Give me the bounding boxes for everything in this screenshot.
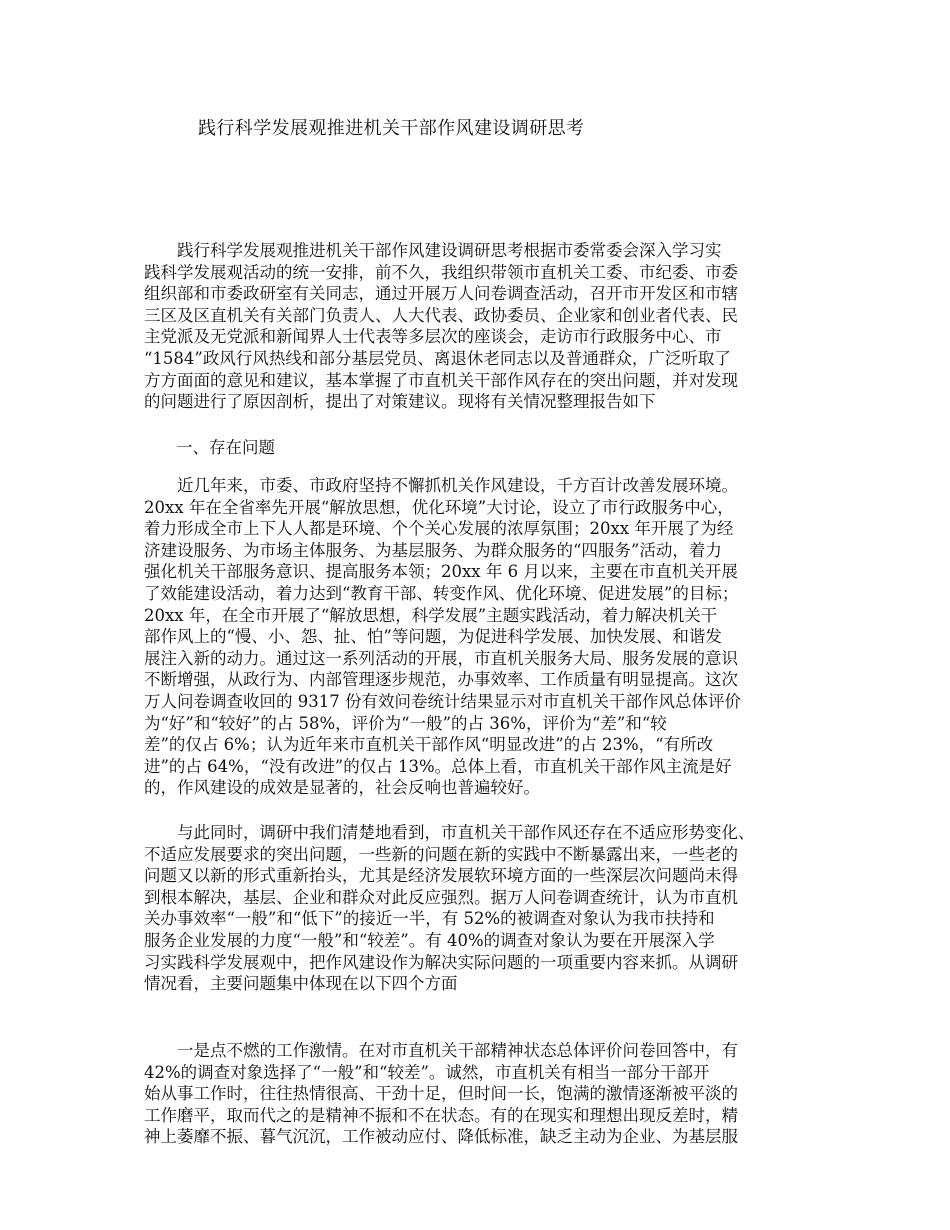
paragraph-line: 一是点不燃的工作激情。在对市直机关干部精神状态总体评价问卷回答中，有 <box>144 1041 738 1060</box>
paragraph-line: 强化机关干部服务意识、提高服务本领；20xx 年 6 月以来，主要在市直机关开展 <box>144 562 738 582</box>
paragraph-line: 神上萎靡不振、暮气沉沉，工作被动应付、降低标准，缺乏主动为企业、为基层服 <box>144 1127 738 1147</box>
paragraph-line: 问题又以新的形式重新抬头，尤其是经济发展软环境方面的一些深层次问题尚未得 <box>144 866 738 886</box>
paragraph-line: 主党派及无党派和新闻界人士代表等多层次的座谈会，走访市行政服务中心、市 <box>144 327 722 347</box>
paragraph-line: 20xx 年，在全市开展了“解放思想，科学发展”主题实践活动，着力解决机关干 <box>144 605 718 625</box>
paragraph-line: 服务企业发展的力度“一般”和“较差”。有 40%的调查对象认为要在开展深入学 <box>144 930 715 950</box>
paragraph-line: 关办事效率“一般”和“低下”的接近一半，有 52%的被调查对象认为我市扶持和 <box>144 909 715 929</box>
paragraph-line: 工作磨平，取而代之的是精神不振和不在状态。有的在现实和理想出现反差时，精 <box>144 1105 738 1125</box>
paragraph-line: 践科学发展观活动的统一安排，前不久，我组织带领市直机关工委、市纪委、市委 <box>144 262 738 282</box>
paragraph-line: 三区及区直机关有关部门负责人、人大代表、政协委员、企业家和创业者代表、民 <box>144 305 738 325</box>
paragraph-recent-years <box>144 475 824 799</box>
paragraph-line: 部作风上的“慢、小、怨、扯、怕”等问题，为促进科学发展、加快发展、和谐发 <box>144 627 722 647</box>
paragraph-line: 不断增强，从政行为、内部管理逐步规范，办事效率、工作质量有明显提高。这次 <box>144 670 738 690</box>
paragraph-line: 到根本解决，基层、企业和群众对此反应强烈。据万人问卷调查统计，认为市直机 <box>144 887 738 907</box>
paragraph-meanwhile <box>144 822 824 995</box>
paragraph-line: 践行科学发展观推进机关干部作风建设调研思考根据市委常委会深入学习实 <box>144 241 722 260</box>
document-title: 践行科学发展观推进机关干部作风建设调研思考 <box>198 118 585 139</box>
paragraph-line: 20xx 年在全省率先开展“解放思想，优化环境”大讨论，设立了市行政服务中心， <box>144 497 734 517</box>
paragraph-line: 济建设服务、为市场主体服务、为基层服务、为群众服务的“四服务”活动，着力 <box>144 540 722 560</box>
paragraph-line: 不适应发展要求的突出问题，一些新的问题在新的实践中不断暴露出来，一些老的 <box>144 844 738 864</box>
paragraph-line: “1584”政风行风热线和部分基层党员、离退休老同志以及普通群众，广泛听取了 <box>144 348 731 368</box>
paragraph-line: 42%的调查对象选择了“一般”和“较差”。诚然，市直机关有相当一部分干部开 <box>144 1062 710 1082</box>
paragraph-line: 万人问卷调查收回的 9317 份有效问卷统计结果显示对市直机关干部作风总体评价 <box>144 691 741 711</box>
paragraph-line: 的问题进行了原因剖析，提出了对策建议。现将有关情况整理报告如下 <box>144 392 656 412</box>
paragraph-line: 差”的仅占 6%；认为近年来市直机关干部作风“明显改进”的占 23%，“有所改 <box>144 735 714 755</box>
section-heading-existing-problems: 一、存在问题 <box>176 438 275 457</box>
paragraph-line: 进”的占 64%，“没有改进”的仅占 13%。总体上看，市直机关干部作风主流是好 <box>144 756 732 776</box>
paragraph-first-problem <box>144 1040 824 1148</box>
paragraph-line: 着力形成全市上下人人都是环境、个个关心发展的浓厚氛围；20xx 年开展了为经 <box>144 519 734 539</box>
paragraph-line: 与此同时，调研中我们清楚地看到，市直机关干部作风还存在不适应形势变化、 <box>144 823 755 842</box>
intro-paragraph <box>144 240 824 413</box>
paragraph-line: 组织部和市委政研室有关同志，通过开展万人问卷调查活动，召开市开发区和市辖 <box>144 284 738 304</box>
paragraph-line: 情况看，主要问题集中体现在以下四个方面 <box>144 974 458 994</box>
paragraph-line: 为“好”和“较好”的占 58%，评价为“一般”的占 36%，评价为“差”和“较 <box>144 713 667 733</box>
paragraph-line: 近几年来，市委、市政府坚持不懈抓机关作风建设，千方百计改善发展环境。 <box>144 476 738 495</box>
paragraph-line: 始从事工作时，往往热情很高、干劲十足，但时间一长，饱满的激情逐渐被平淡的 <box>144 1084 738 1104</box>
paragraph-line: 的，作风建设的成效是显著的，社会反响也普遍较好。 <box>144 778 540 798</box>
paragraph-line: 了效能建设活动，着力达到“教育干部、转变作风、优化环境、促进发展”的目标； <box>144 583 739 603</box>
paragraph-line: 习实践科学发展观中，把作风建设作为解决实际问题的一项重要内容来抓。从调研 <box>144 952 738 972</box>
paragraph-line: 展注入新的动力。通过这一系列活动的开展，市直机关服务大局、服务发展的意识 <box>144 648 738 668</box>
paragraph-line: 方方面面的意见和建议，基本掌握了市直机关干部作风存在的突出问题，并对发现 <box>144 370 738 390</box>
